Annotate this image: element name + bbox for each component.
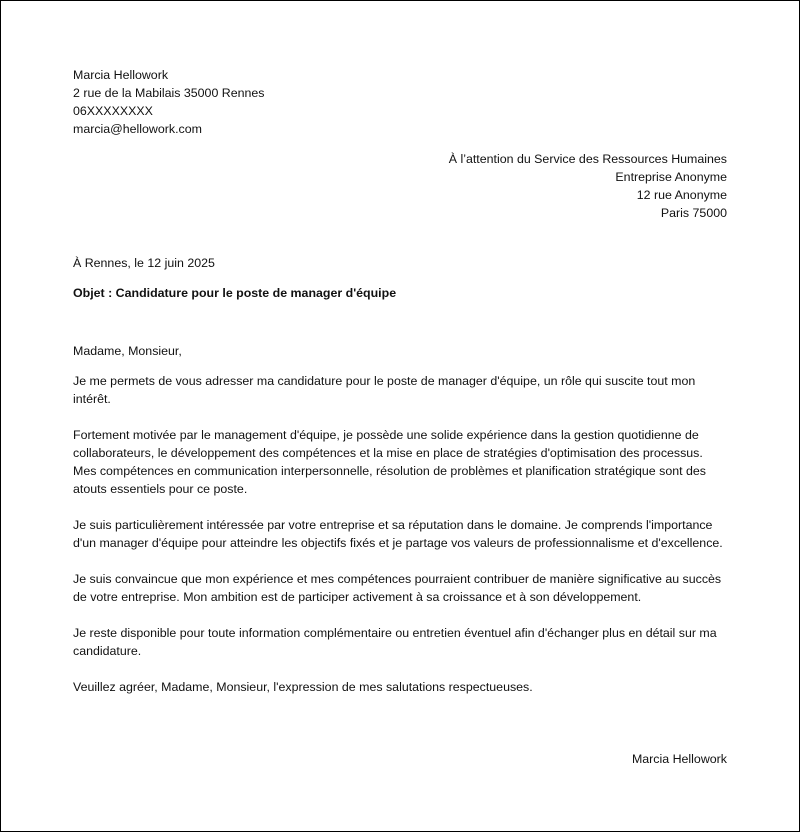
- recipient-city: Paris 75000: [660, 206, 727, 220]
- body-paragraph: Fortement motivée par le management d'équipe, je possède une solide expérience dans la gestion quotidienne de collaborateurs, le développement des compétences et la mise en place de stratégies d'optimisation des processus. Mes compétences en communication interpersonnelle, résolution de problèmes et planification stratégique sont des atouts essentiels pour ce poste.: [73, 428, 706, 496]
- letter-body: [73, 342, 729, 714]
- letter-date: À Rennes, le 12 juin 2025: [73, 256, 215, 270]
- sender-block: [73, 66, 265, 138]
- recipient-attention: À l’attention du Service des Ressources Humaines: [448, 152, 727, 166]
- recipient-street: 12 rue Anonyme: [636, 188, 727, 202]
- body-paragraph: Je reste disponible pour toute information complémentaire ou entretien éventuel afin d'échanger plus en détail sur ma candidature.: [73, 626, 717, 658]
- body-paragraph: Je suis convaincue que mon expérience et mes compétences pourraient contribuer de manière significative au succès de votre entreprise. Mon ambition est de participer activement à sa croissance et à son développement.: [73, 572, 722, 604]
- recipient-company: Entreprise Anonyme: [615, 170, 727, 184]
- sender-email: marcia@hellowork.com: [73, 122, 202, 136]
- letter-subject: Objet : Candidature pour le poste de manager d'équipe: [73, 286, 397, 300]
- sender-phone: 06XXXXXXXX: [73, 104, 153, 118]
- body-paragraph: Je me permets de vous adresser ma candidature pour le poste de manager d'équipe, un rôle qui suscite tout mon intérêt.: [73, 374, 696, 406]
- closing-paragraph: Veuillez agréer, Madame, Monsieur, l'expression de mes salutations respectueuses.: [73, 680, 533, 694]
- salutation: Madame, Monsieur,: [73, 344, 182, 358]
- signature: Marcia Hellowork: [631, 752, 727, 766]
- sender-name: Marcia Hellowork: [73, 68, 169, 82]
- recipient-block: [449, 150, 727, 222]
- sender-address: 2 rue de la Mabilais 35000 Rennes: [73, 86, 265, 100]
- body-paragraph: Je suis particulièrement intéressée par votre entreprise et sa réputation dans le domaine. Je comprends l'importance d'un manager d'équipe pour atteindre les objectifs fixés et je partage vos valeurs de professionnalisme et d'excellence.: [73, 518, 723, 550]
